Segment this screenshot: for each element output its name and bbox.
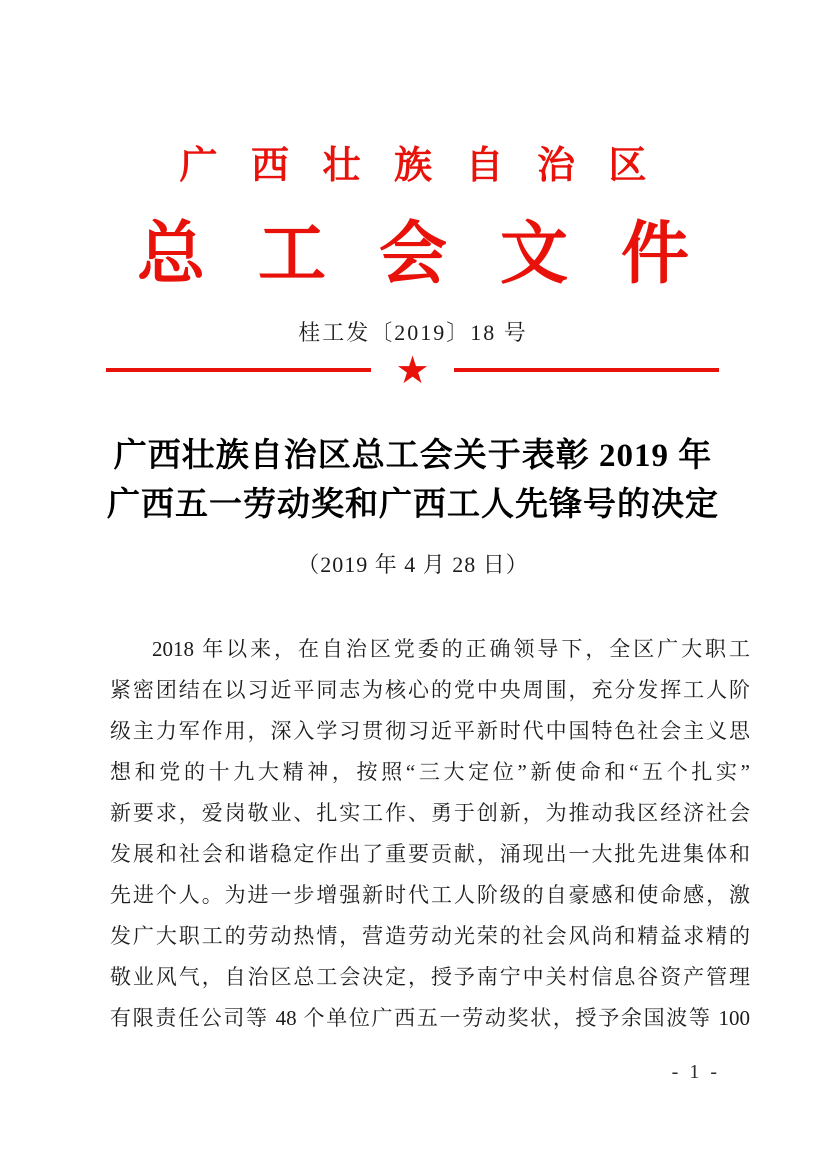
- letterhead-org-name: 广 西 壮 族 自 治 区: [179, 145, 659, 187]
- body-line: 敬业风气，自治区总工会决定，授予南宁中关村信息谷资产管理: [110, 965, 750, 989]
- red-star-icon: ★: [395, 348, 430, 392]
- document-title-line2: 广西五一劳动奖和广西工人先锋号的决定: [107, 487, 719, 523]
- body-line: 有限责任公司等 48 个单位广西五一劳动奖状，授予余国波等 100: [110, 1006, 750, 1030]
- document-date: （2019 年 4 月 28 日）: [297, 552, 529, 577]
- body-line: 新要求，爱岗敬业、扎实工作、勇于创新，为推动我区经济社会: [110, 801, 750, 825]
- body-line: 紧密团结在以习近平同志为核心的党中央周围，充分发挥工人阶: [110, 678, 750, 702]
- body-line: 先进个人。为进一步增强新时代工人阶级的自豪感和使命感，激: [110, 883, 750, 907]
- letterhead-divider: [106, 348, 719, 392]
- body-line: 发广大职工的劳动热情，营造劳动光荣的社会风尚和精益求精的: [110, 924, 750, 948]
- document-title-line1: 广西壮族自治区总工会关于表彰 2019 年: [113, 438, 713, 474]
- page-number: - 1 -: [671, 1061, 720, 1083]
- letterhead-doc-type: 总 工 会 文 件: [136, 216, 707, 292]
- document-number: 桂工发〔2019〕18 号: [298, 320, 528, 345]
- body-line: 发展和社会和谐稳定作出了重要贡献，涌现出一大批先进集体和: [110, 842, 750, 866]
- document-title: [0, 432, 826, 530]
- body-line: 想和党的十九大精神，按照“三大定位”新使命和“五个扎实”: [110, 760, 750, 784]
- body-line: 2018 年以来，在自治区党委的正确领导下，全区广大职工: [152, 637, 750, 661]
- red-rule-left: [106, 368, 371, 372]
- body-paragraph: [110, 629, 750, 1039]
- red-rule-right: [454, 368, 719, 372]
- body-line: 级主力军作用，深入学习贯彻习近平新时代中国特色社会主义思: [110, 719, 750, 743]
